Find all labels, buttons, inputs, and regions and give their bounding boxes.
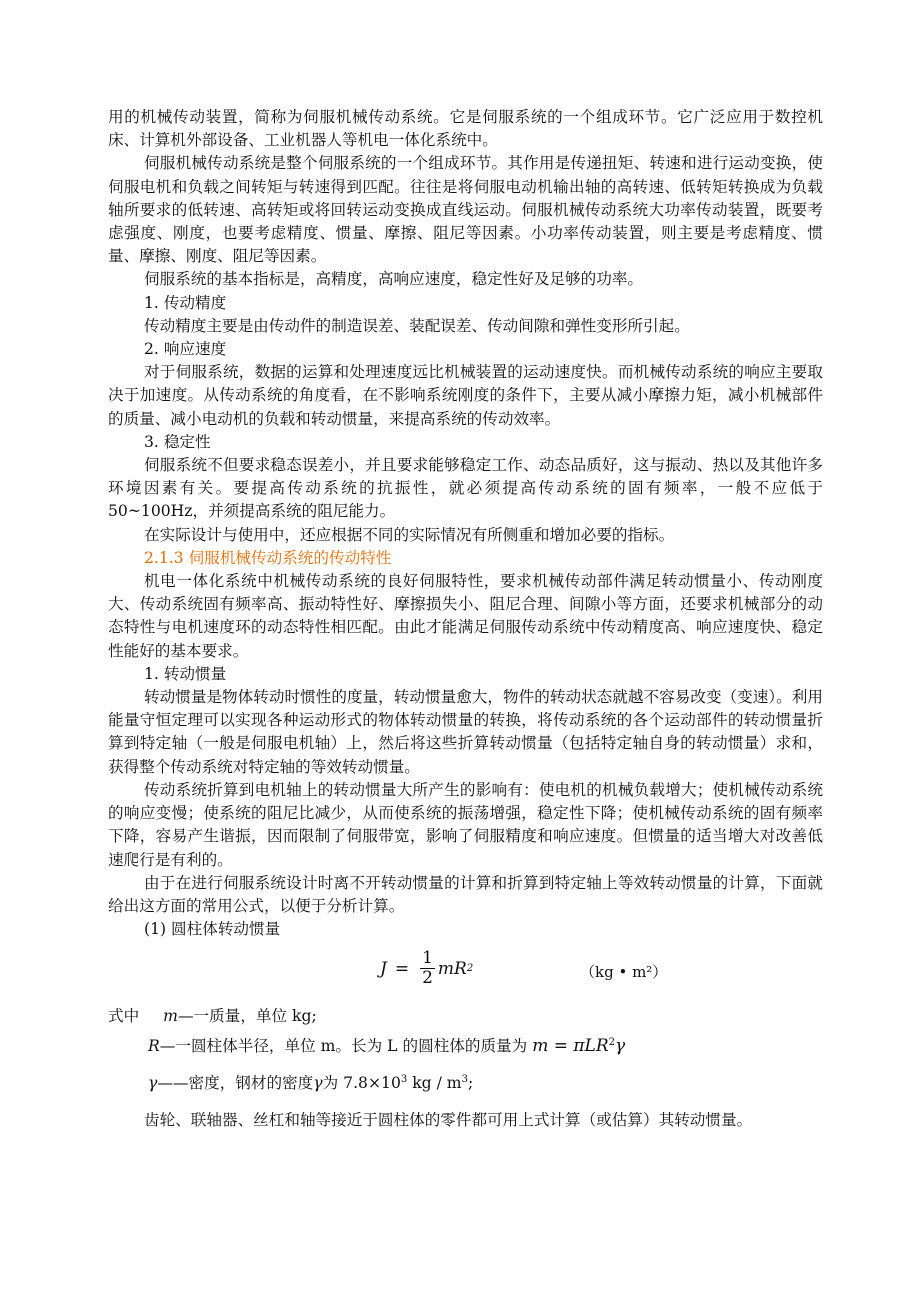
paragraph-basic-indicators: 伺服系统的基本指标是，高精度，高响应速度，稳定性好及足够的功率。 (144, 270, 644, 289)
document-page (108, 106, 823, 1132)
symbol-gamma-inline: γ (313, 1073, 323, 1092)
definition-mass-text: —一质量，单位 kg; (177, 1007, 317, 1026)
definition-density (108, 1072, 823, 1095)
formula-rhs: mR (437, 958, 467, 979)
formula-lhs: J (380, 958, 387, 979)
definition-density-text-b: 为 7.8×10 (322, 1073, 401, 1092)
item-cylinder-inertia: (1) 圆柱体转动惯量 (144, 920, 281, 939)
item-response-speed: 2. 响应速度 (144, 340, 227, 359)
paragraph-design-note: 在实际设计与使用中，还应根据不同的实际情况有所侧重和增加必要的指标。 (144, 525, 675, 544)
paragraph-closing: 齿轮、联轴器、丝杠和轴等接近于圆柱体的零件都可用上式计算（或估算）其转动惯量。 (144, 1110, 753, 1129)
paragraph-inertia-definition: 转动惯量是物体转动时惯性的度量，转动惯量愈大，物件的转动状态就越不容易改变（变速）。利用能量守恒定理可以实现各种运动形式的物体转动惯量的转换，将传动系统的各个运动部件的转动惯量折算到特定轴（一般是伺服电机轴）上，然后将这些折算转动惯量（包括特定轴自身的转动惯量）求和，获得整个传动系统对特定轴的等效转动惯量。 (108, 688, 823, 776)
cylinder-mass-exponent: 2 (608, 1036, 616, 1048)
symbol-gamma: γ (148, 1073, 158, 1092)
symbol-m: m (163, 1007, 178, 1026)
formula-denominator: 2 (422, 968, 433, 989)
definition-density-text-a: ——密度，钢材的密度 (157, 1073, 314, 1092)
density-unit-exponent: 3 (461, 1073, 468, 1085)
formula-equals: = (394, 958, 410, 979)
density-end: ; (467, 1073, 474, 1092)
paragraph-servo-transmission: 伺服机械传动系统是整个伺服系统的一个组成环节。其作用是传递扭矩、转速和进行运动变换，使伺服电机和负载之间转矩与转速得到匹配。往往是将伺服电动机输出轴的高转速、低转矩转换成为负载轴所要求的低转速、高转矩或将回转运动变换成直线运动。伺服机械传动系统大功率传动装置，既要考虑强度、刚度，也要考虑精度、惯量、摩擦、阻尼等因素。小功率传动装置，则主要是考虑精度、惯量、摩擦、刚度、阻尼等因素。 (108, 154, 823, 266)
paragraph-intro: 用的机械传动装置，简称为伺服机械传动系统。它是伺服系统的一个组成环节。它广泛应用于数控机床、计算机外部设备、工业机器人等机电一体化系统中。 (108, 108, 823, 150)
cylinder-mass-gamma: γ (615, 1035, 626, 1056)
item-transmission-accuracy: 1. 传动精度 (144, 293, 227, 312)
paragraph-accuracy: 传动精度主要是由传动件的制造误差、装配误差、传动间隙和弹性变形所引起。 (144, 316, 690, 335)
formula-expression: J = $\frac{1}{2}$ mR 2 (380, 948, 474, 989)
definition-mass (108, 1005, 823, 1028)
formula-numerator: 1 (422, 948, 433, 969)
cylinder-inertia-formula (108, 941, 823, 1005)
paragraph-inertia-effects: 传动系统折算到电机轴上的转动惯量大所产生的影响有：使电机的机械负载增大；使机械传动系统的响应变慢；使系统的阻尼比减少，从而使系统的振荡增强，稳定性下降；使机械传动系统的固有频率下降，容易产生谐振，因而限制了伺服带宽，影响了伺服精度和响应速度。但惯量的适当增大对改善低速爬行是有利的。 (108, 780, 823, 869)
item-stability: 3. 稳定性 (144, 432, 211, 451)
definition-radius-text: —一圆柱体半径，单位 m。长为 L 的圆柱体的质量为 (159, 1036, 528, 1055)
item-moment-of-inertia: 1. 转动惯量 (144, 664, 227, 683)
paragraph-response: 对于伺服系统，数据的运算和处理速度远比机械装置的运动速度快。而机械传动系统的响应主要取决于加速度。从传动系统的角度看，在不影响系统刚度的条件下，主要从减小摩擦力矩，减小机械部件的质量、减小电动机的负载和转动惯量，来提高系统的传动效率。 (108, 363, 823, 428)
symbol-r: R (148, 1036, 160, 1055)
section-heading: 2.1.3 伺服机械传动系统的传动特性 (144, 548, 392, 567)
paragraph-formula-intro: 由于在进行伺服系统设计时离不开转动惯量的计算和折算到特定轴上等效转动惯量的计算，下面就给出这方面的常用公式，以便于分析计算。 (108, 873, 823, 915)
definition-prefix: 式中 (108, 1007, 140, 1026)
formula-fraction (420, 949, 435, 988)
density-unit: kg / m (407, 1073, 462, 1092)
paragraph-stability: 伺服系统不但要求稳态误差小，并且要求能够稳定工作、动态品质好，这与振动、热以及其他许多环境因素有关。要提高传动系统的抗振性，就必须提高传动系统的固有频率，一般不应低于50~100Hz，并须提高系统的阻尼能力。 (108, 456, 823, 521)
paragraph-servo-characteristics: 机电一体化系统中机械传动系统的良好伺服特性，要求机械传动部件满足转动惯量小、传动刚度大、传动系统固有频率高、振动特性好、摩擦损失小、阻尼合理、间隙小等方面，还要求机械部分的动态特性与电机速度环的动态特性相匹配。由此才能满足伺服传动系统中传动精度高、响应速度快、稳定性能好的基本要求。 (108, 572, 823, 660)
cylinder-mass-formula: m = πLR (532, 1035, 609, 1056)
definition-radius (108, 1035, 823, 1058)
formula-unit: （kg • m²） (580, 963, 668, 982)
density-exponent: 3 (400, 1073, 408, 1085)
